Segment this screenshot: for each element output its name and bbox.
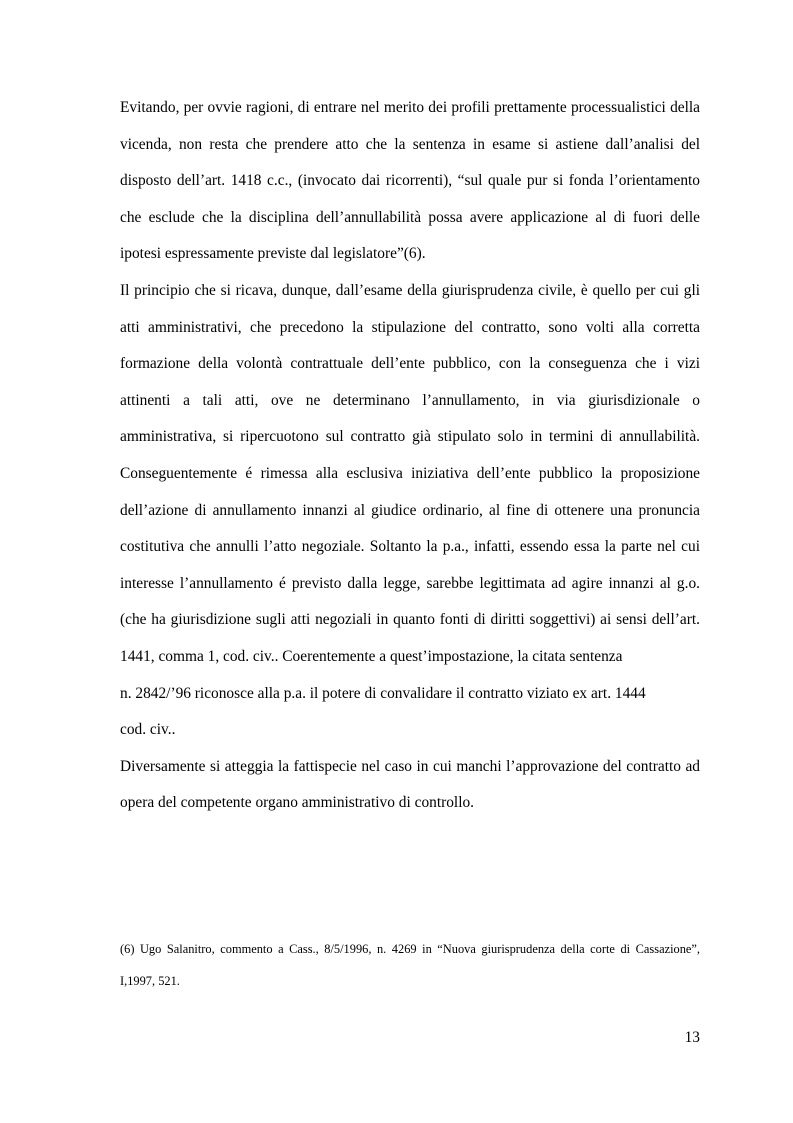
footnote-6: (6) Ugo Salanitro, commento a Cass., 8/5/1996, n. 4269 in “Nuova giurisprudenza della corte di Cassazione”, I,1997, 521. [120, 942, 700, 988]
paragraph-merito: Evitando, per ovvie ragioni, di entrare nel merito dei profili prettamente processualistici della vicenda, non resta che prendere atto che la sentenza in esame si astiene dall’analisi del disposto dell’art. 1418 c.c., (invocato dai ricorrenti), “sul quale pur si fonda l’orientamento che esclude che la disciplina dell’annullabilità possa avere applicazione al di fuori delle ipotesi espressamente previste dal legislatore”(6). [120, 99, 700, 263]
page-number: 13 [684, 1029, 700, 1046]
paragraph-sentenza-line: n. 2842/’96 riconosce alla p.a. il potere di convalidare il contratto viziato ex art. 1444 [120, 684, 646, 702]
body-text [120, 90, 700, 822]
paragraph-diversamente: Diversamente si atteggia la fattispecie nel caso in cui manchi l’approvazione del contratto ad opera del competente organo amministrativo di controllo. [120, 757, 700, 812]
paragraph-cod-civ: cod. civ.. [120, 721, 176, 739]
paragraph-principio: Il principio che si ricava, dunque, dall’esame della giurisprudenza civile, è quello per cui gli atti amministrativi, che precedono la stipulazione del contratto, sono volti alla corretta formazione della volontà contrattuale dell’ente pubblico, con la conseguenza che i vizi attinenti a tali atti, ove ne determinano l’annullamento, in via giurisdizionale o amministrativa, si ripercuotono sul contratto già stipulato solo in termini di annullabilità. Conseguentemente é rimessa alla esclusiva iniziativa dell’ente pubblico la proposizione dell’azione di annullamento innanzi al giudice ordinario, al fine di ottenere una pronuncia costitutiva che annulli l’atto negoziale. Soltanto la p.a., infatti, essendo essa la parte nel cui interesse l’annullamento é previsto dalla legge, sarebbe legittimata ad agire innanzi al g.o. (che ha giurisdizione sugli atti negoziali in quanto fonti di diritti soggettivi) ai sensi dell’art. 1441, comma 1, cod. civ.. Coerentemente a quest’impostazione, la citata sentenza [120, 281, 700, 665]
